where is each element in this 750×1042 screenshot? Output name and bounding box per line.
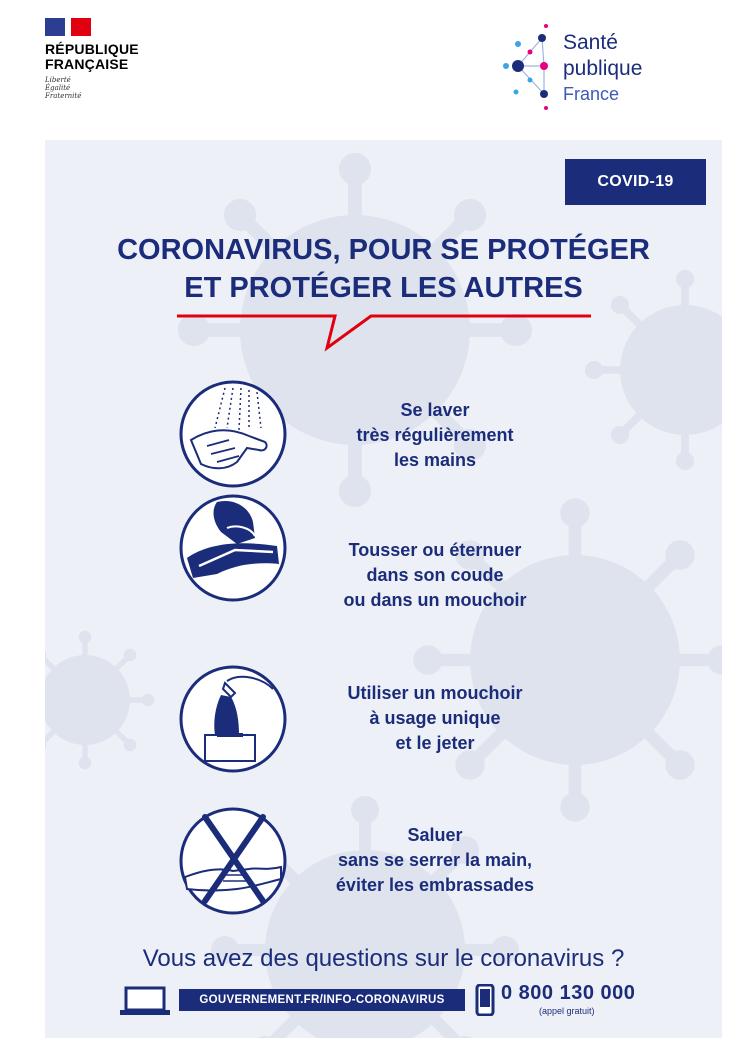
poster (45, 140, 722, 1038)
hand-washing-icon (177, 378, 289, 490)
info-url-link[interactable]: GOUVERNEMENT.FR/INFO-CORONAVIRUS (179, 989, 465, 1011)
republique-title (45, 42, 139, 72)
instruction-line: ou dans un mouchoir (343, 590, 527, 610)
phone-note: (appel gratuit) (539, 1006, 595, 1016)
motto-liberte: Liberté (45, 76, 71, 84)
republique-line2: FRANÇAISE (45, 56, 129, 72)
phone-number[interactable]: 0 800 130 000 (501, 982, 636, 1004)
spf-line3: France (563, 84, 620, 104)
spf-line1: Santé (563, 31, 618, 54)
questions-text: Vous avez des questions sur le coronavirus ? (142, 945, 625, 972)
instruction-line: Utiliser un mouchoir (347, 683, 523, 703)
instruction-cough-elbow (305, 538, 565, 613)
motto-egalite: Égalité (45, 84, 71, 92)
instruction-line: Se laver (400, 400, 470, 420)
covid-badge: COVID-19 (565, 159, 706, 205)
instruction-line: les mains (393, 450, 477, 470)
republique-motto (45, 76, 139, 100)
republique-francaise-logo (45, 18, 139, 100)
instruction-line: très régulièrement (356, 425, 514, 445)
instruction-tissue (305, 681, 565, 756)
sante-publique-france-logo (563, 30, 642, 106)
sante-publique-dots-icon (498, 22, 560, 114)
no-handshake-icon (177, 805, 289, 917)
instruction-line: éviter les embrassades (335, 875, 535, 895)
motto-fraternite: Fraternité (45, 92, 82, 100)
instruction-greet (305, 823, 565, 898)
speech-bubble-underline (175, 310, 595, 355)
spf-line2: publique (563, 57, 643, 80)
poster-title-line1: CORONAVIRUS, POUR SE PROTÉGER (117, 234, 650, 266)
republique-line1: RÉPUBLIQUE (45, 41, 139, 57)
poster-title-line2: ET PROTÉGER LES AUTRES (184, 272, 583, 304)
header (0, 0, 750, 140)
instruction-line: et le jeter (395, 733, 475, 753)
instruction-line: Tousser ou éternuer (348, 540, 522, 560)
instruction-line: à usage unique (369, 708, 501, 728)
instruction-wash-hands (305, 398, 565, 473)
instruction-line: sans se serrer la main, (337, 850, 533, 870)
contact-row (45, 982, 722, 1022)
french-flag-icon (45, 18, 91, 36)
instruction-line: dans son coude (366, 565, 504, 585)
tissue-disposal-icon (177, 663, 289, 775)
laptop-icon (119, 986, 171, 1016)
phone-icon (475, 984, 495, 1016)
instruction-line: Saluer (407, 825, 463, 845)
sneeze-elbow-icon (177, 492, 289, 604)
